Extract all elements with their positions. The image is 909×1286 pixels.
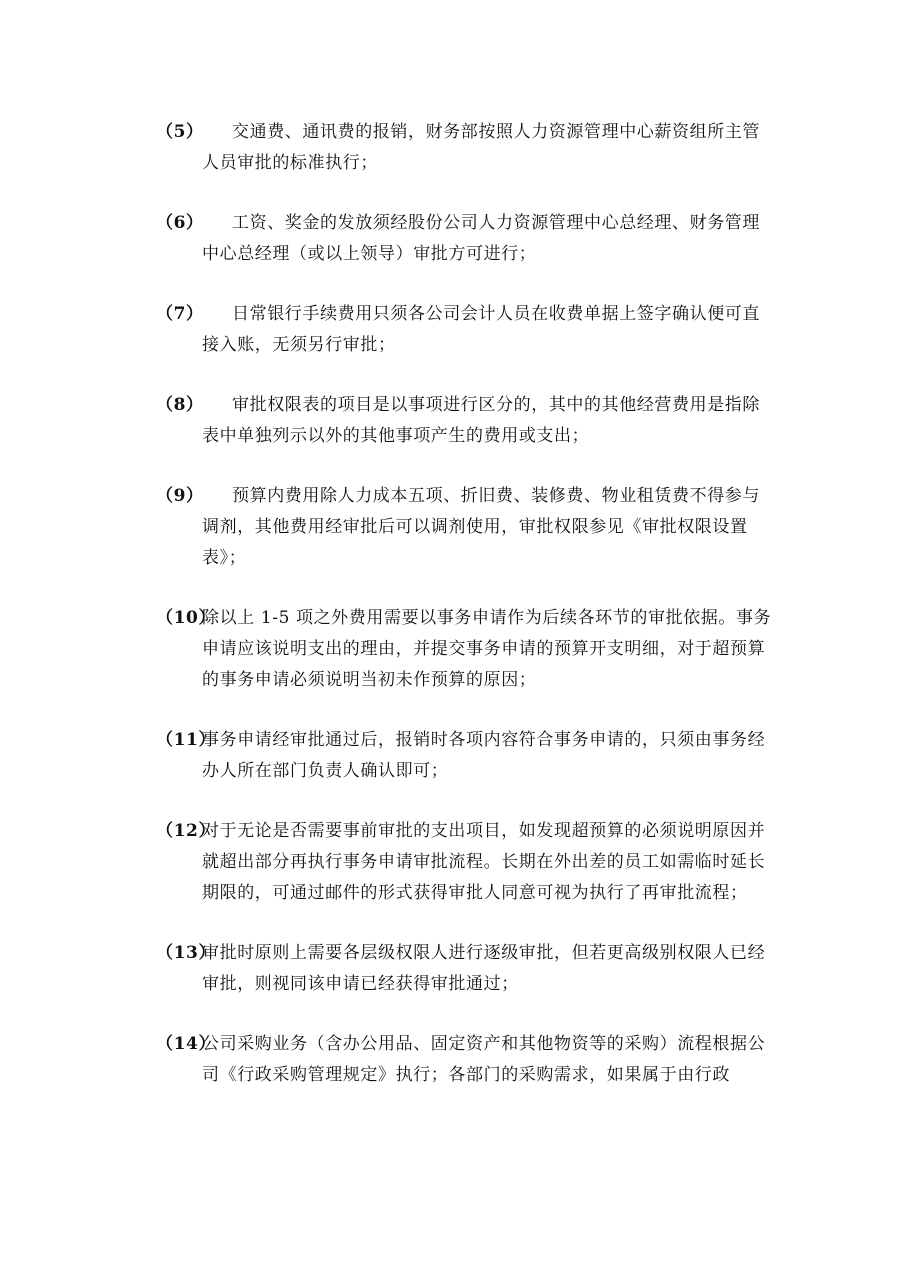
- list-item: [156, 816, 776, 909]
- item-text: 除以上 1-5 项之外费用需要以事务申请作为后续各环节的审批依据。事务申请应该说明支出的理由，并提交事务申请的预算开支明细，对于超预算的事务申请必须说明当初未作预算的原因；: [202, 608, 772, 690]
- item-number: （12）: [156, 821, 217, 841]
- item-number: （6）: [156, 213, 204, 233]
- item-text: 预算内费用除人力成本五项、折旧费、装修费、物业租赁费不得参与调剂，其他费用经审批后可以调剂使用，审批权限参见《审批权限设置表》；: [202, 486, 760, 568]
- list-item: [156, 117, 776, 179]
- item-number: （8）: [156, 395, 204, 415]
- item-text: 审批权限表的项目是以事项进行区分的，其中的其他经营费用是指除表中单独列示以外的其他事项产生的费用或支出；: [202, 395, 760, 446]
- item-number: （10）: [156, 608, 217, 628]
- item-number: （11）: [156, 730, 217, 750]
- list-item: [156, 299, 776, 361]
- list-item: [156, 481, 776, 574]
- item-text: 日常银行手续费用只须各公司会计人员在收费单据上签字确认便可直接入账，无须另行审批；: [202, 304, 760, 355]
- item-number: （9）: [156, 486, 204, 506]
- item-text: 对于无论是否需要事前审批的支出项目，如发现超预算的必须说明原因并就超出部分再执行事务申请审批流程。长期在外出差的员工如需临时延长期限的，可通过邮件的形式获得审批人同意可视为执行了再审批流程；: [202, 821, 766, 903]
- list-item: [156, 603, 776, 696]
- item-number: （13）: [156, 943, 217, 963]
- list-item: [156, 1029, 776, 1091]
- item-text: 审批时原则上需要各层级权限人进行逐级审批，但若更高级别权限人已经审批，则视同该申请已经获得审批通过；: [202, 943, 766, 994]
- item-number: （14）: [156, 1034, 217, 1054]
- list-item: [156, 390, 776, 452]
- item-text: 事务申请经审批通过后，报销时各项内容符合事务申请的，只须由事务经办人所在部门负责人确认即可；: [202, 730, 766, 781]
- item-text: 公司采购业务（含办公用品、固定资产和其他物资等的采购）流程根据公司《行政采购管理规定》执行；各部门的采购需求，如果属于由行政: [202, 1034, 766, 1085]
- item-text: 工资、奖金的发放须经股份公司人力资源管理中心总经理、财务管理中心总经理（或以上领导）审批方可进行；: [202, 213, 760, 264]
- list-item: [156, 938, 776, 1000]
- list-item: [156, 725, 776, 787]
- rules-list: [156, 117, 776, 1120]
- item-number: （5）: [156, 122, 204, 142]
- item-text: 交通费、通讯费的报销，财务部按照人力资源管理中心薪资组所主管人员审批的标准执行；: [202, 122, 760, 173]
- item-number: （7）: [156, 304, 204, 324]
- list-item: [156, 208, 776, 270]
